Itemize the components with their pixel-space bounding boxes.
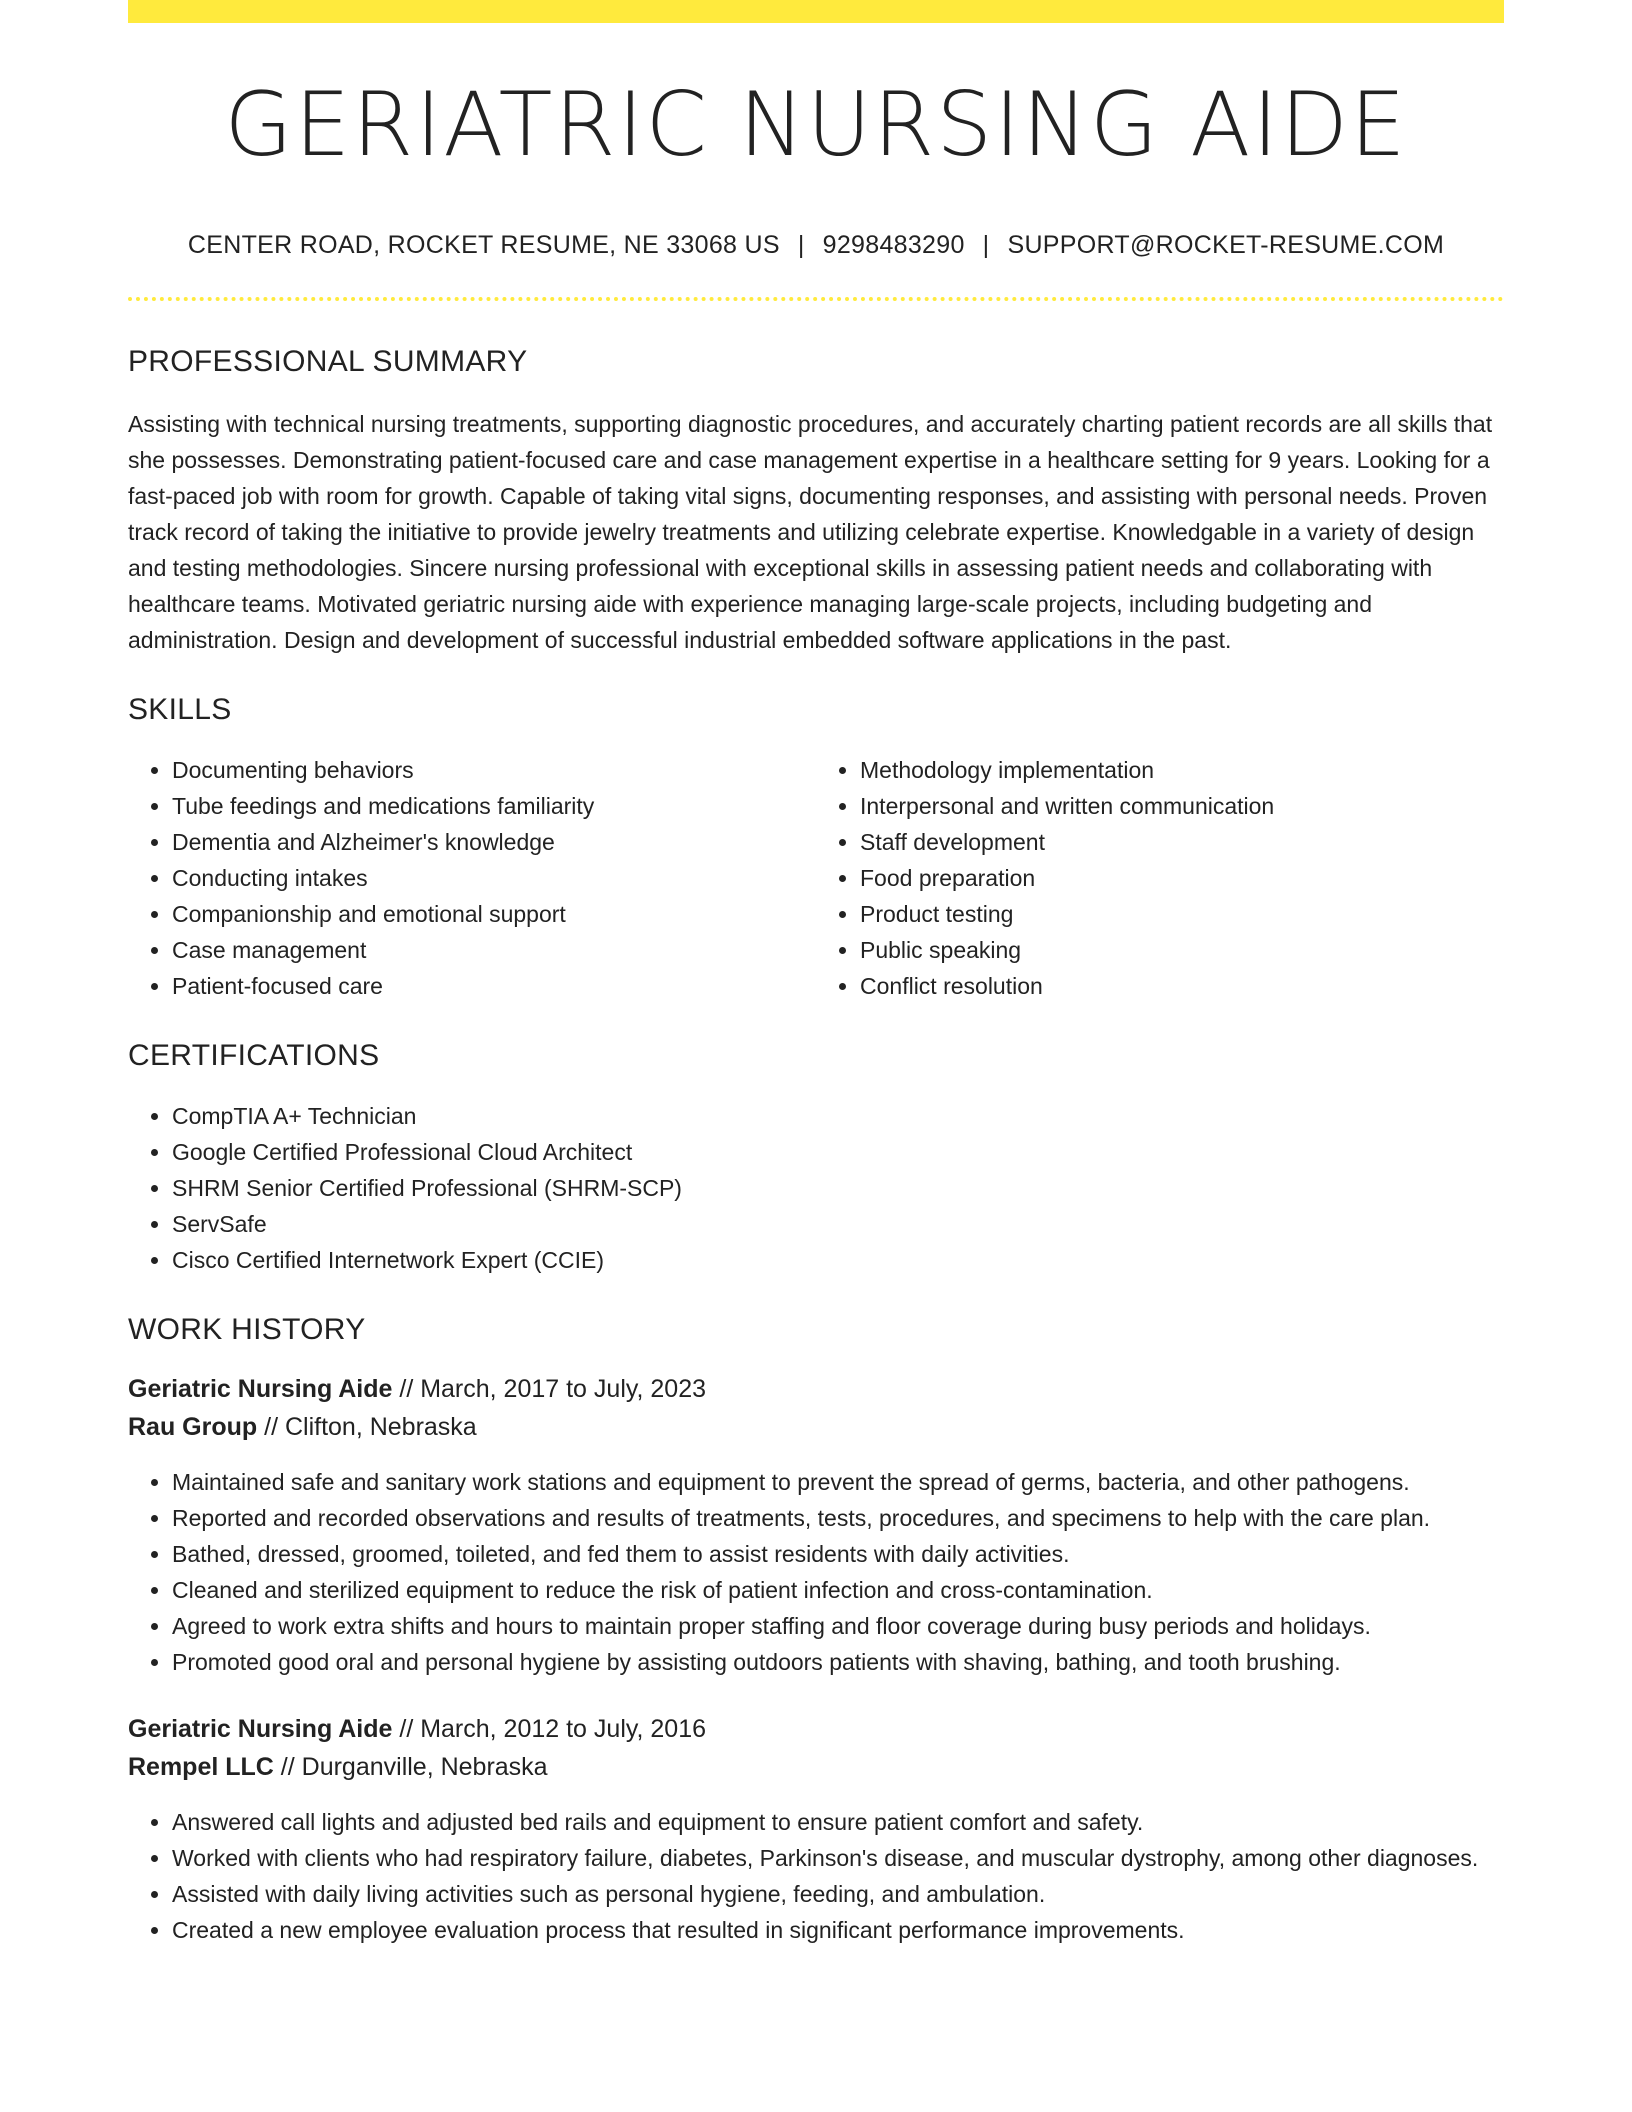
contact-phone: 9298483290 — [822, 231, 965, 259]
job-duties-list — [128, 1804, 1504, 1948]
job-role: Geriatric Nursing Aide — [128, 1715, 393, 1743]
job-duties-list — [128, 1464, 1504, 1680]
job-entry — [128, 1710, 1504, 1948]
job-role-line — [128, 1370, 1504, 1408]
certification-item: • ServSafe — [172, 1206, 1504, 1242]
summary-paragraph: Assisting with technical nursing treatments, supporting diagnostic procedures, and accurately charting patient records are all skills that she possesses. Demonstrating patient-focused care and case management expertise in a healthcare setting for 9 years. Looking for a fast-paced job with room for growth. Capable of taking vital signs, documenting responses, and assisting with personal needs. Proven track record of taking the initiative to provide jewelry treatments and utilizing celebrate expertise. Knowledgable in a variety of design and testing methodologies. Sincere nursing professional with exceptional skills in assessing patient needs and collaborating with healthcare teams. Motivated geriatric nursing aide with experience managing large-scale projects, including budgeting and administration. Design and development of successful industrial embedded software applications in the past. — [128, 411, 1493, 653]
skill-item: • Staff development — [860, 824, 1504, 860]
dotted-divider — [128, 297, 1504, 301]
skill-item: • Patient-focused care — [172, 968, 816, 1004]
job-duty-item: • Worked with clients who had respiratory failure, diabetes, Parkinson's disease, and muscular dystrophy, among other diagnoses. — [172, 1840, 1504, 1876]
job-duty-item: • Agreed to work extra shifts and hours to maintain proper staffing and floor coverage during busy periods and holidays. — [172, 1608, 1504, 1644]
resume-name-title: GERIATRIC NURSING AIDE — [224, 73, 1408, 176]
certifications-heading: CERTIFICATIONS — [128, 1039, 380, 1072]
certifications-list — [128, 1098, 1504, 1278]
job-dates: // March, 2012 to July, 2016 — [392, 1715, 707, 1743]
job-header — [128, 1370, 1504, 1446]
job-company: Rau Group — [128, 1413, 258, 1441]
certification-item: • Google Certified Professional Cloud Architect — [172, 1134, 1504, 1170]
skills-list-right — [816, 752, 1504, 1004]
skills-list-left — [128, 752, 816, 1004]
contact-separator: | — [797, 231, 805, 259]
job-duty-item: • Answered call lights and adjusted bed rails and equipment to ensure patient comfort and safety. — [172, 1804, 1504, 1840]
job-duty-item: • Bathed, dressed, groomed, toileted, and fed them to assist residents with daily activities. — [172, 1536, 1504, 1572]
job-company: Rempel LLC — [128, 1753, 274, 1781]
work-history-heading: WORK HISTORY — [128, 1313, 366, 1346]
summary-heading: PROFESSIONAL SUMMARY — [128, 345, 528, 378]
skill-item: • Companionship and emotional support — [172, 896, 816, 932]
skill-item: • Product testing — [860, 896, 1504, 932]
top-accent-bar — [128, 0, 1504, 23]
skill-item: • Tube feedings and medications familiarity — [172, 788, 816, 824]
job-location: // Clifton, Nebraska — [257, 1413, 477, 1441]
job-dates: // March, 2017 to July, 2023 — [392, 1375, 707, 1403]
job-company-line — [128, 1748, 1504, 1786]
job-role-line — [128, 1710, 1504, 1748]
job-location: // Durganville, Nebraska — [273, 1753, 548, 1781]
skill-item: • Dementia and Alzheimer's knowledge — [172, 824, 816, 860]
certification-item: • Cisco Certified Internetwork Expert (CCIE) — [172, 1242, 1504, 1278]
skill-item: • Documenting behaviors — [172, 752, 816, 788]
contact-separator: | — [982, 231, 990, 259]
resume-page — [128, 0, 1504, 1948]
job-company-line — [128, 1408, 1504, 1446]
contact-line — [128, 231, 1504, 260]
certification-item: • CompTIA A+ Technician — [172, 1098, 1504, 1134]
job-duty-item: • Maintained safe and sanitary work stations and equipment to prevent the spread of germs, bacteria, and other pathogens. — [172, 1464, 1504, 1500]
job-duty-item: • Assisted with daily living activities such as personal hygiene, feeding, and ambulation. — [172, 1876, 1504, 1912]
skill-item: • Food preparation — [860, 860, 1504, 896]
skills-heading: SKILLS — [128, 693, 232, 726]
job-duty-item: • Created a new employee evaluation process that resulted in significant performance improvements. — [172, 1912, 1504, 1948]
job-entry — [128, 1370, 1504, 1680]
job-role: Geriatric Nursing Aide — [128, 1375, 393, 1403]
skill-item: • Conflict resolution — [860, 968, 1504, 1004]
skills-grid — [128, 752, 1504, 1004]
skill-item: • Interpersonal and written communication — [860, 788, 1504, 824]
job-duty-item: • Promoted good oral and personal hygiene by assisting outdoors patients with shaving, bathing, and tooth brushing. — [172, 1644, 1504, 1680]
job-header — [128, 1710, 1504, 1786]
job-duty-item: • Cleaned and sterilized equipment to reduce the risk of patient infection and cross-contamination. — [172, 1572, 1504, 1608]
skill-item: • Conducting intakes — [172, 860, 816, 896]
certification-item: • SHRM Senior Certified Professional (SHRM-SCP) — [172, 1170, 1504, 1206]
skill-item: • Public speaking — [860, 932, 1504, 968]
job-duty-item: • Reported and recorded observations and results of treatments, tests, procedures, and specimens to help with the care plan. — [172, 1500, 1504, 1536]
contact-address: CENTER ROAD, ROCKET RESUME, NE 33068 US — [187, 231, 780, 259]
skill-item: • Case management — [172, 932, 816, 968]
contact-email: SUPPORT@ROCKET-RESUME.COM — [1007, 231, 1445, 259]
skill-item: • Methodology implementation — [860, 752, 1504, 788]
